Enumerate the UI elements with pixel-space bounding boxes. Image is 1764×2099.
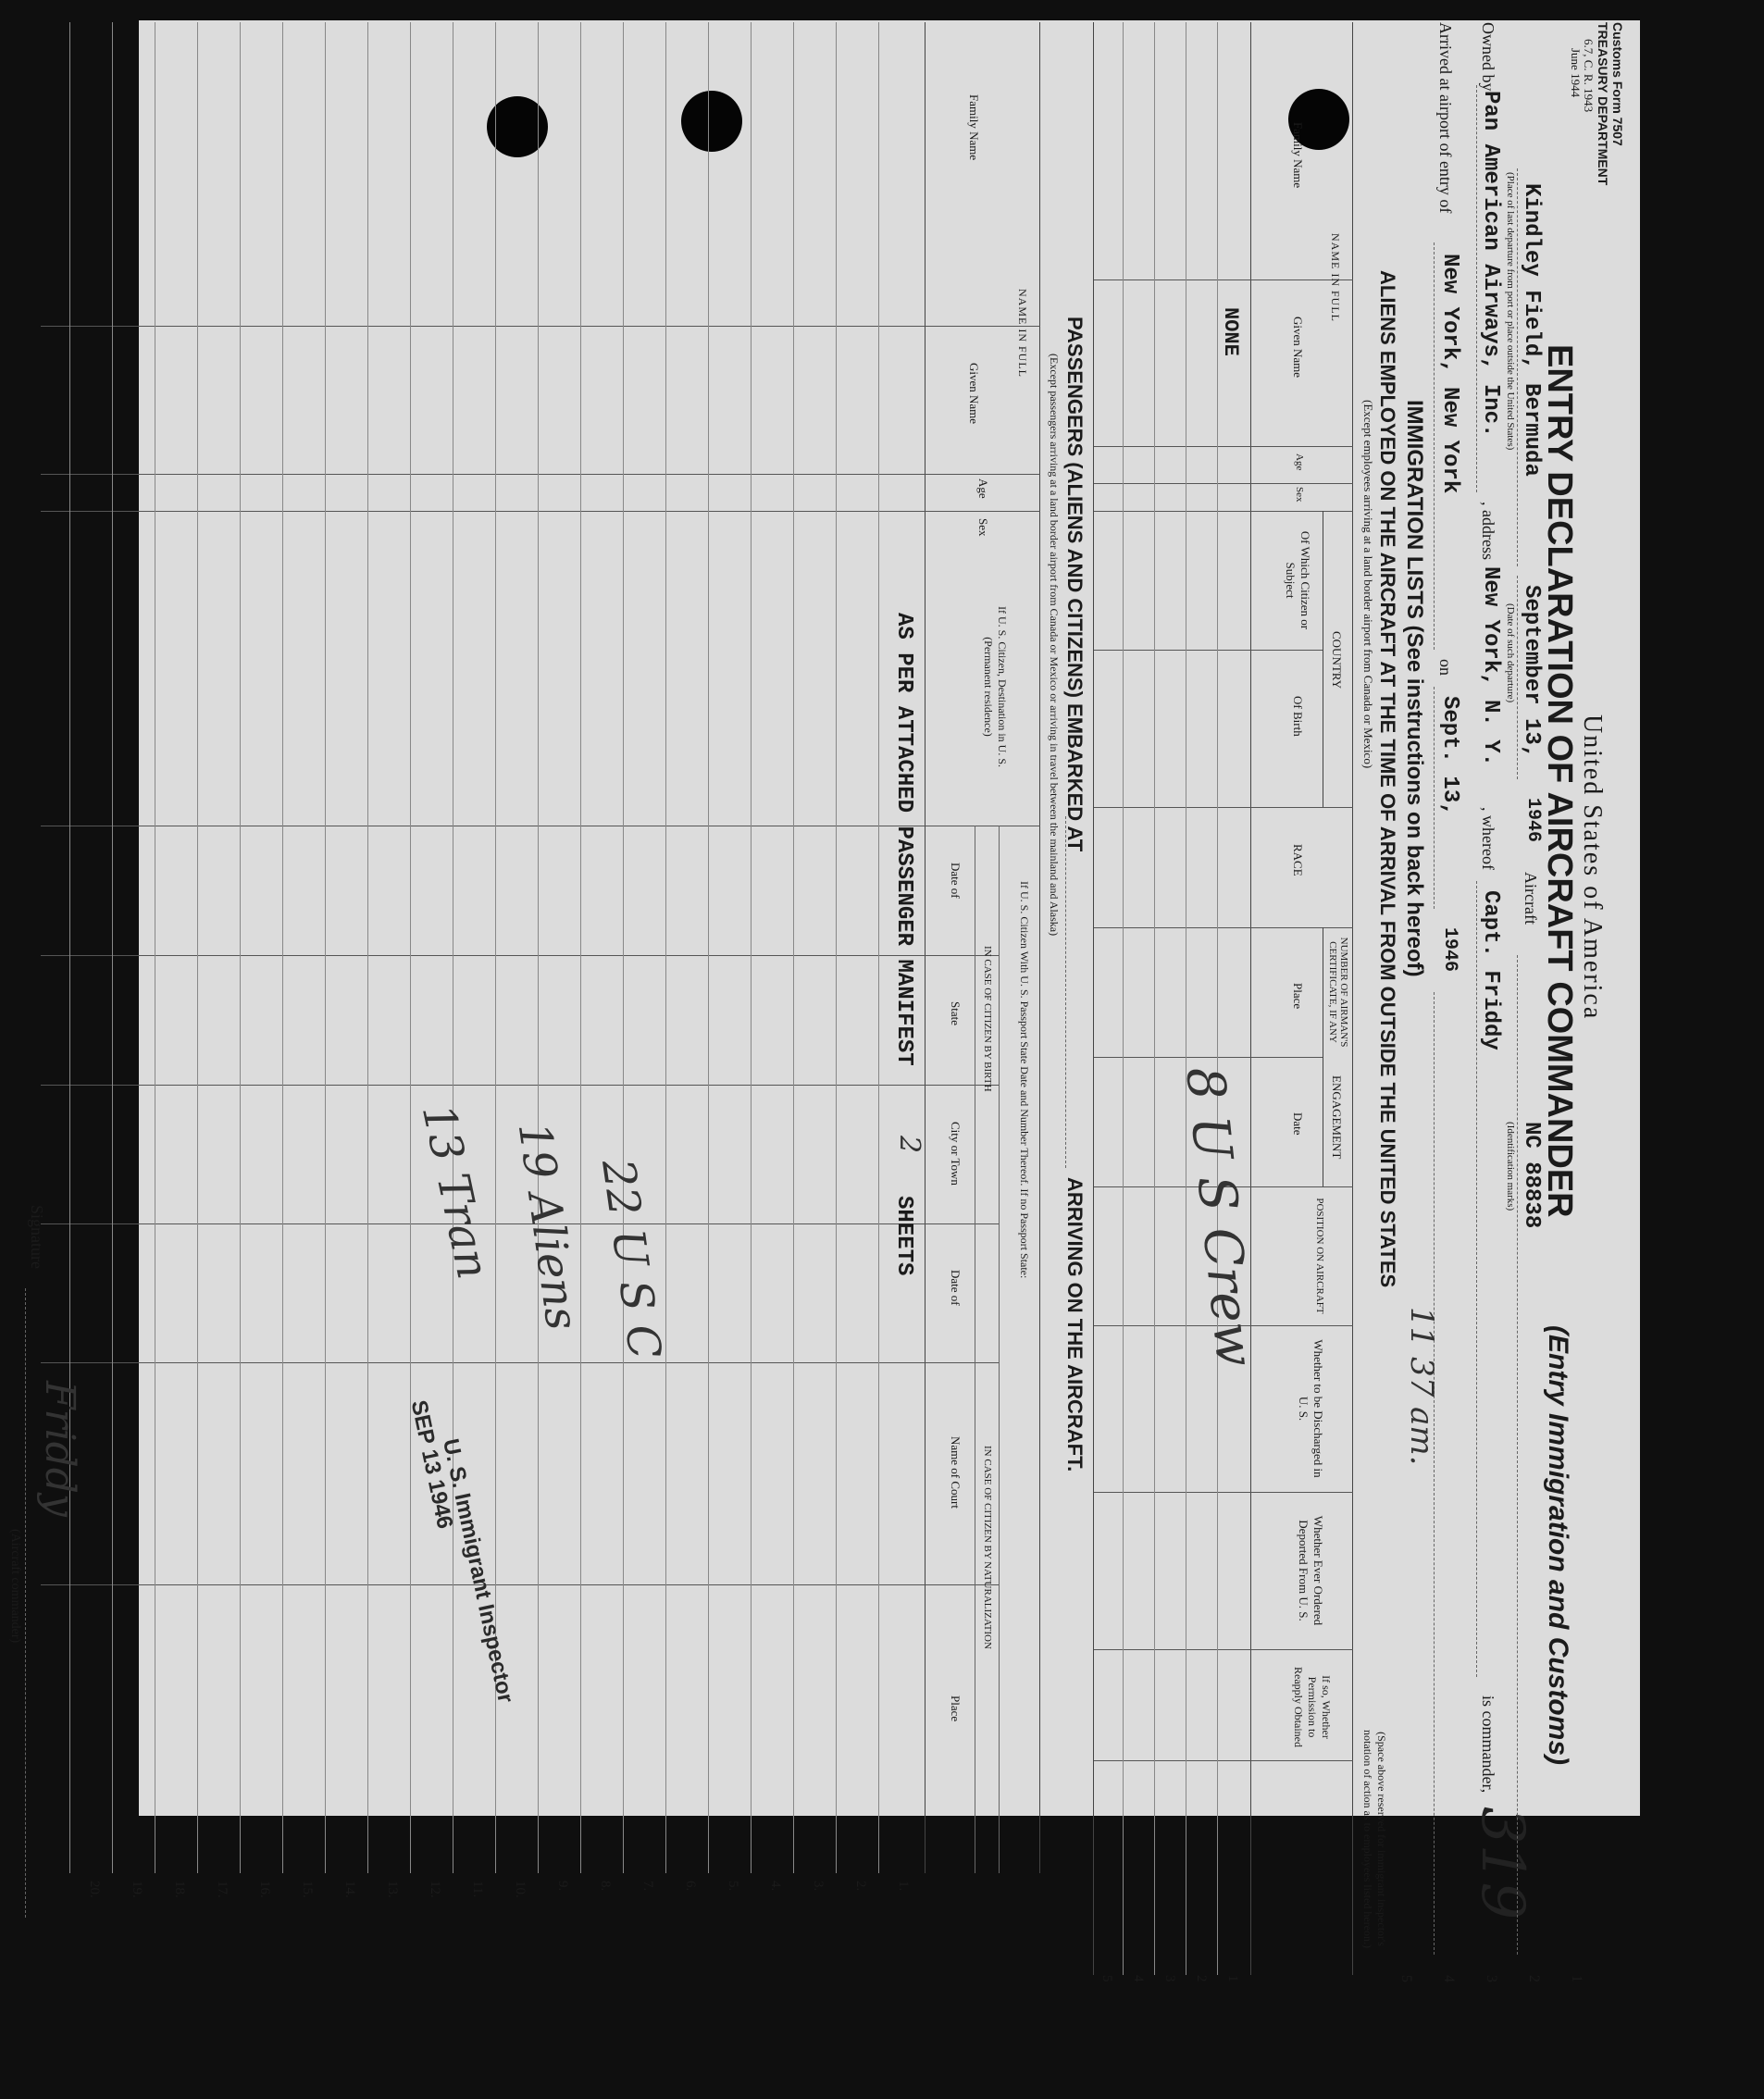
owner-label: Owned by: [1479, 22, 1497, 92]
row-number: 2: [1194, 1975, 1209, 1982]
pass-by-birth-header: IN CASE OF CITIZEN BY BIRTH: [982, 946, 993, 1092]
handwritten-form-number: 319: [1468, 1807, 1536, 1920]
entry-declaration-form: [8, 11, 1638, 2001]
commander-name: Capt. Friddy: [1478, 890, 1503, 1050]
commander-suffix: is commander,: [1479, 1695, 1497, 1794]
pass-passport-header: If U. S. Citizen With U. S. Passport State Date and Number Thereof. If no Passport State:: [1018, 881, 1031, 1279]
handwritten-count: 22 U S C: [591, 1156, 671, 1362]
departure-date-caption: (Date of such departure): [1505, 603, 1516, 703]
immigration-title: IMMIGRATION LISTS (See instructions on back hereof): [1402, 400, 1427, 977]
inspector-stamp: U. S. Immigrant Inspector: [438, 1436, 518, 1706]
form-date: June 1944: [1569, 48, 1583, 98]
departure-place-caption: (Place of last departure from port or place outside the United States): [1505, 172, 1516, 451]
whereof-label: , whereof: [1479, 807, 1497, 870]
regulation: 6.7, C. R. 1943: [1582, 39, 1596, 113]
handwritten-signature: Friddy: [36, 1381, 83, 1517]
name-in-full-header: NAME IN FULL: [1329, 233, 1342, 322]
pass-given-name-header: Given Name: [967, 363, 981, 425]
given-name-header: Given Name: [1291, 317, 1305, 379]
airman-certificate-header: NUMBER OF AIRMAN'S CERTIFICATE, IF ANY: [1327, 937, 1349, 1048]
engagement-date-header: Date: [1291, 1112, 1305, 1136]
position-header: POSITION ON AIRCRAFT: [1314, 1198, 1325, 1314]
passenger-row-number: 4.: [768, 1881, 783, 1892]
arrival-on-label: on: [1436, 659, 1455, 676]
pass-destination-header: If U. S. Citizen, Destination in U. S. (Permanent residence): [982, 606, 1009, 767]
arrival-time-handwritten: 11 37 am.: [1403, 1307, 1440, 1466]
side-number: 2: [1526, 1975, 1542, 1982]
passenger-row-number: 10.: [513, 1881, 528, 1898]
passenger-row-number: 3.: [811, 1881, 826, 1892]
departure-place: Kindley Field, Bermuda: [1519, 183, 1544, 477]
pass-state-header: State: [949, 1001, 963, 1025]
arrival-date: Sept. 13,: [1437, 696, 1462, 816]
section1-title: ALIENS EMPLOYED ON THE AIRCRAFT AT THE TIME OF ARRIVAL FROM OUTSIDE THE UNITED STATES: [1376, 270, 1399, 1288]
departure-date: September 13,: [1519, 585, 1544, 759]
address-label: , address: [1479, 502, 1497, 560]
family-name-header: Family Name: [1291, 122, 1305, 189]
crew-handwritten: 8 U S Crew: [1174, 1063, 1265, 1370]
manifest-sheet-count: 2: [893, 1136, 925, 1154]
department: TREASURY DEPARTMENT: [1596, 22, 1610, 186]
age-header: Age: [1294, 453, 1305, 471]
pass-court-header: Name of Court: [949, 1436, 963, 1509]
pass-sex-header: Sex: [976, 518, 990, 537]
passenger-row-number: 7.: [640, 1881, 655, 1892]
stamp-date: SEP 13 1946: [405, 1397, 458, 1532]
passengers-title: PASSENGERS (ALIENS AND CITIZENS) EMBARKED AT: [1063, 317, 1087, 852]
pass-date-of-header: Date of: [949, 863, 963, 899]
aircraft-id: NC 88838: [1519, 1122, 1544, 1229]
passenger-row-number: 18.: [172, 1881, 187, 1898]
passenger-row-number: 12.: [428, 1881, 442, 1898]
pass-name-in-full-header: NAME IN FULL: [1016, 289, 1029, 378]
reserved-note: (Space above reserved for immigrant inspector's notation of action as to employees listed hereon.): [1361, 1730, 1388, 1948]
passengers-note: (Except passengers arriving at a land border airport from Canada or Mexico or arriving in travel between the mainland and Alaska): [1048, 354, 1061, 937]
form-title: ENTRY DECLARATION OF AIRCRAFT COMMANDER: [1540, 344, 1579, 1218]
sex-header: Sex: [1294, 487, 1305, 503]
passenger-row-number: 13.: [385, 1881, 400, 1898]
arrival-year: 1946: [1439, 927, 1460, 973]
passengers-title-end: ARRIVING ON THE AIRCRAFT.: [1063, 1177, 1087, 1472]
side-number: 4: [1441, 1975, 1457, 1982]
manifest-suffix: SHEETS: [891, 1196, 916, 1276]
aircraft-label: Aircraft: [1522, 872, 1540, 925]
form-subtitle: (Entry Immigration and Customs): [1543, 1325, 1573, 1766]
discharged-header: Whether to be Discharged in U. S.: [1297, 1339, 1325, 1478]
row-number: 4: [1131, 1975, 1146, 1982]
passenger-row-number: 8.: [598, 1881, 613, 1892]
passenger-row-number: 20.: [87, 1881, 102, 1898]
row-number: 5: [1099, 1975, 1114, 1982]
side-number: 1: [1569, 1975, 1584, 1982]
passenger-row-number: 16.: [257, 1881, 272, 1898]
section1-note: (Except employees arriving at a land border airport from Canada or Mexico): [1361, 400, 1375, 769]
pass-city-header: City or Town: [949, 1122, 963, 1186]
address-value: New York, N. Y.: [1478, 566, 1503, 767]
handwritten-count: 13 Tran: [411, 1099, 500, 1284]
pass-by-naturalization-header: IN CASE OF CITIZEN BY NATURALIZATION: [982, 1446, 993, 1649]
of-birth-header: Of Birth: [1291, 696, 1305, 737]
engagement-place-header: Place: [1291, 983, 1305, 1010]
none-entry: NONE: [1219, 307, 1242, 356]
passenger-row-number: 17.: [215, 1881, 230, 1898]
arrival-place: New York, New York: [1437, 254, 1462, 494]
manifest-text: AS PER ATTACHED PASSENGER MANIFEST: [891, 613, 916, 1066]
passenger-row-number: 1.: [896, 1881, 911, 1892]
passenger-row-number: 2.: [853, 1881, 868, 1892]
signature-caption: (Aircraft commander): [8, 1529, 22, 1644]
side-number: 3: [1484, 1975, 1499, 1982]
deported-header: Whether Ever Ordered Deported From U. S.: [1297, 1515, 1325, 1626]
country-heading: United States of America: [1578, 714, 1607, 1021]
owner-value: Pan American Airways, Inc.: [1478, 91, 1503, 438]
pass-date-of-nat-header: Date of: [949, 1270, 963, 1306]
form-number: Customs Form 7507: [1610, 22, 1625, 146]
passenger-row-number: 15.: [300, 1881, 315, 1898]
passenger-row-number: 19.: [130, 1881, 144, 1898]
passenger-row-number: 5.: [726, 1881, 740, 1892]
row-number: 3: [1162, 1975, 1177, 1982]
signature-label: Signature: [28, 1205, 46, 1269]
race-header: RACE: [1291, 844, 1305, 876]
passenger-row-number: 11.: [470, 1881, 485, 1898]
pass-family-name-header: Family Name: [967, 94, 981, 161]
permission-header: If so, Whether Permission to Reapply Obtained: [1292, 1667, 1333, 1747]
departure-year: 1946: [1522, 798, 1544, 843]
side-number: 5: [1398, 1975, 1414, 1982]
passenger-row-number: 9.: [555, 1881, 570, 1892]
pass-place-header: Place: [949, 1695, 963, 1722]
pass-age-header: Age: [976, 478, 990, 499]
arrival-label: Arrived at airport of entry of: [1436, 22, 1455, 214]
passenger-row-number: 6.: [683, 1881, 698, 1892]
citizen-header: Of Which Citizen or Subject: [1284, 530, 1312, 630]
engagement-header: ENGAGEMENT: [1330, 1075, 1344, 1160]
handwritten-count: 19 Aliens: [507, 1119, 589, 1334]
row-number: 1: [1225, 1975, 1240, 1982]
aircraft-id-caption: (Identification marks): [1505, 1122, 1516, 1211]
passenger-row-number: 14.: [342, 1881, 357, 1898]
country-header: COUNTRY: [1330, 631, 1344, 689]
